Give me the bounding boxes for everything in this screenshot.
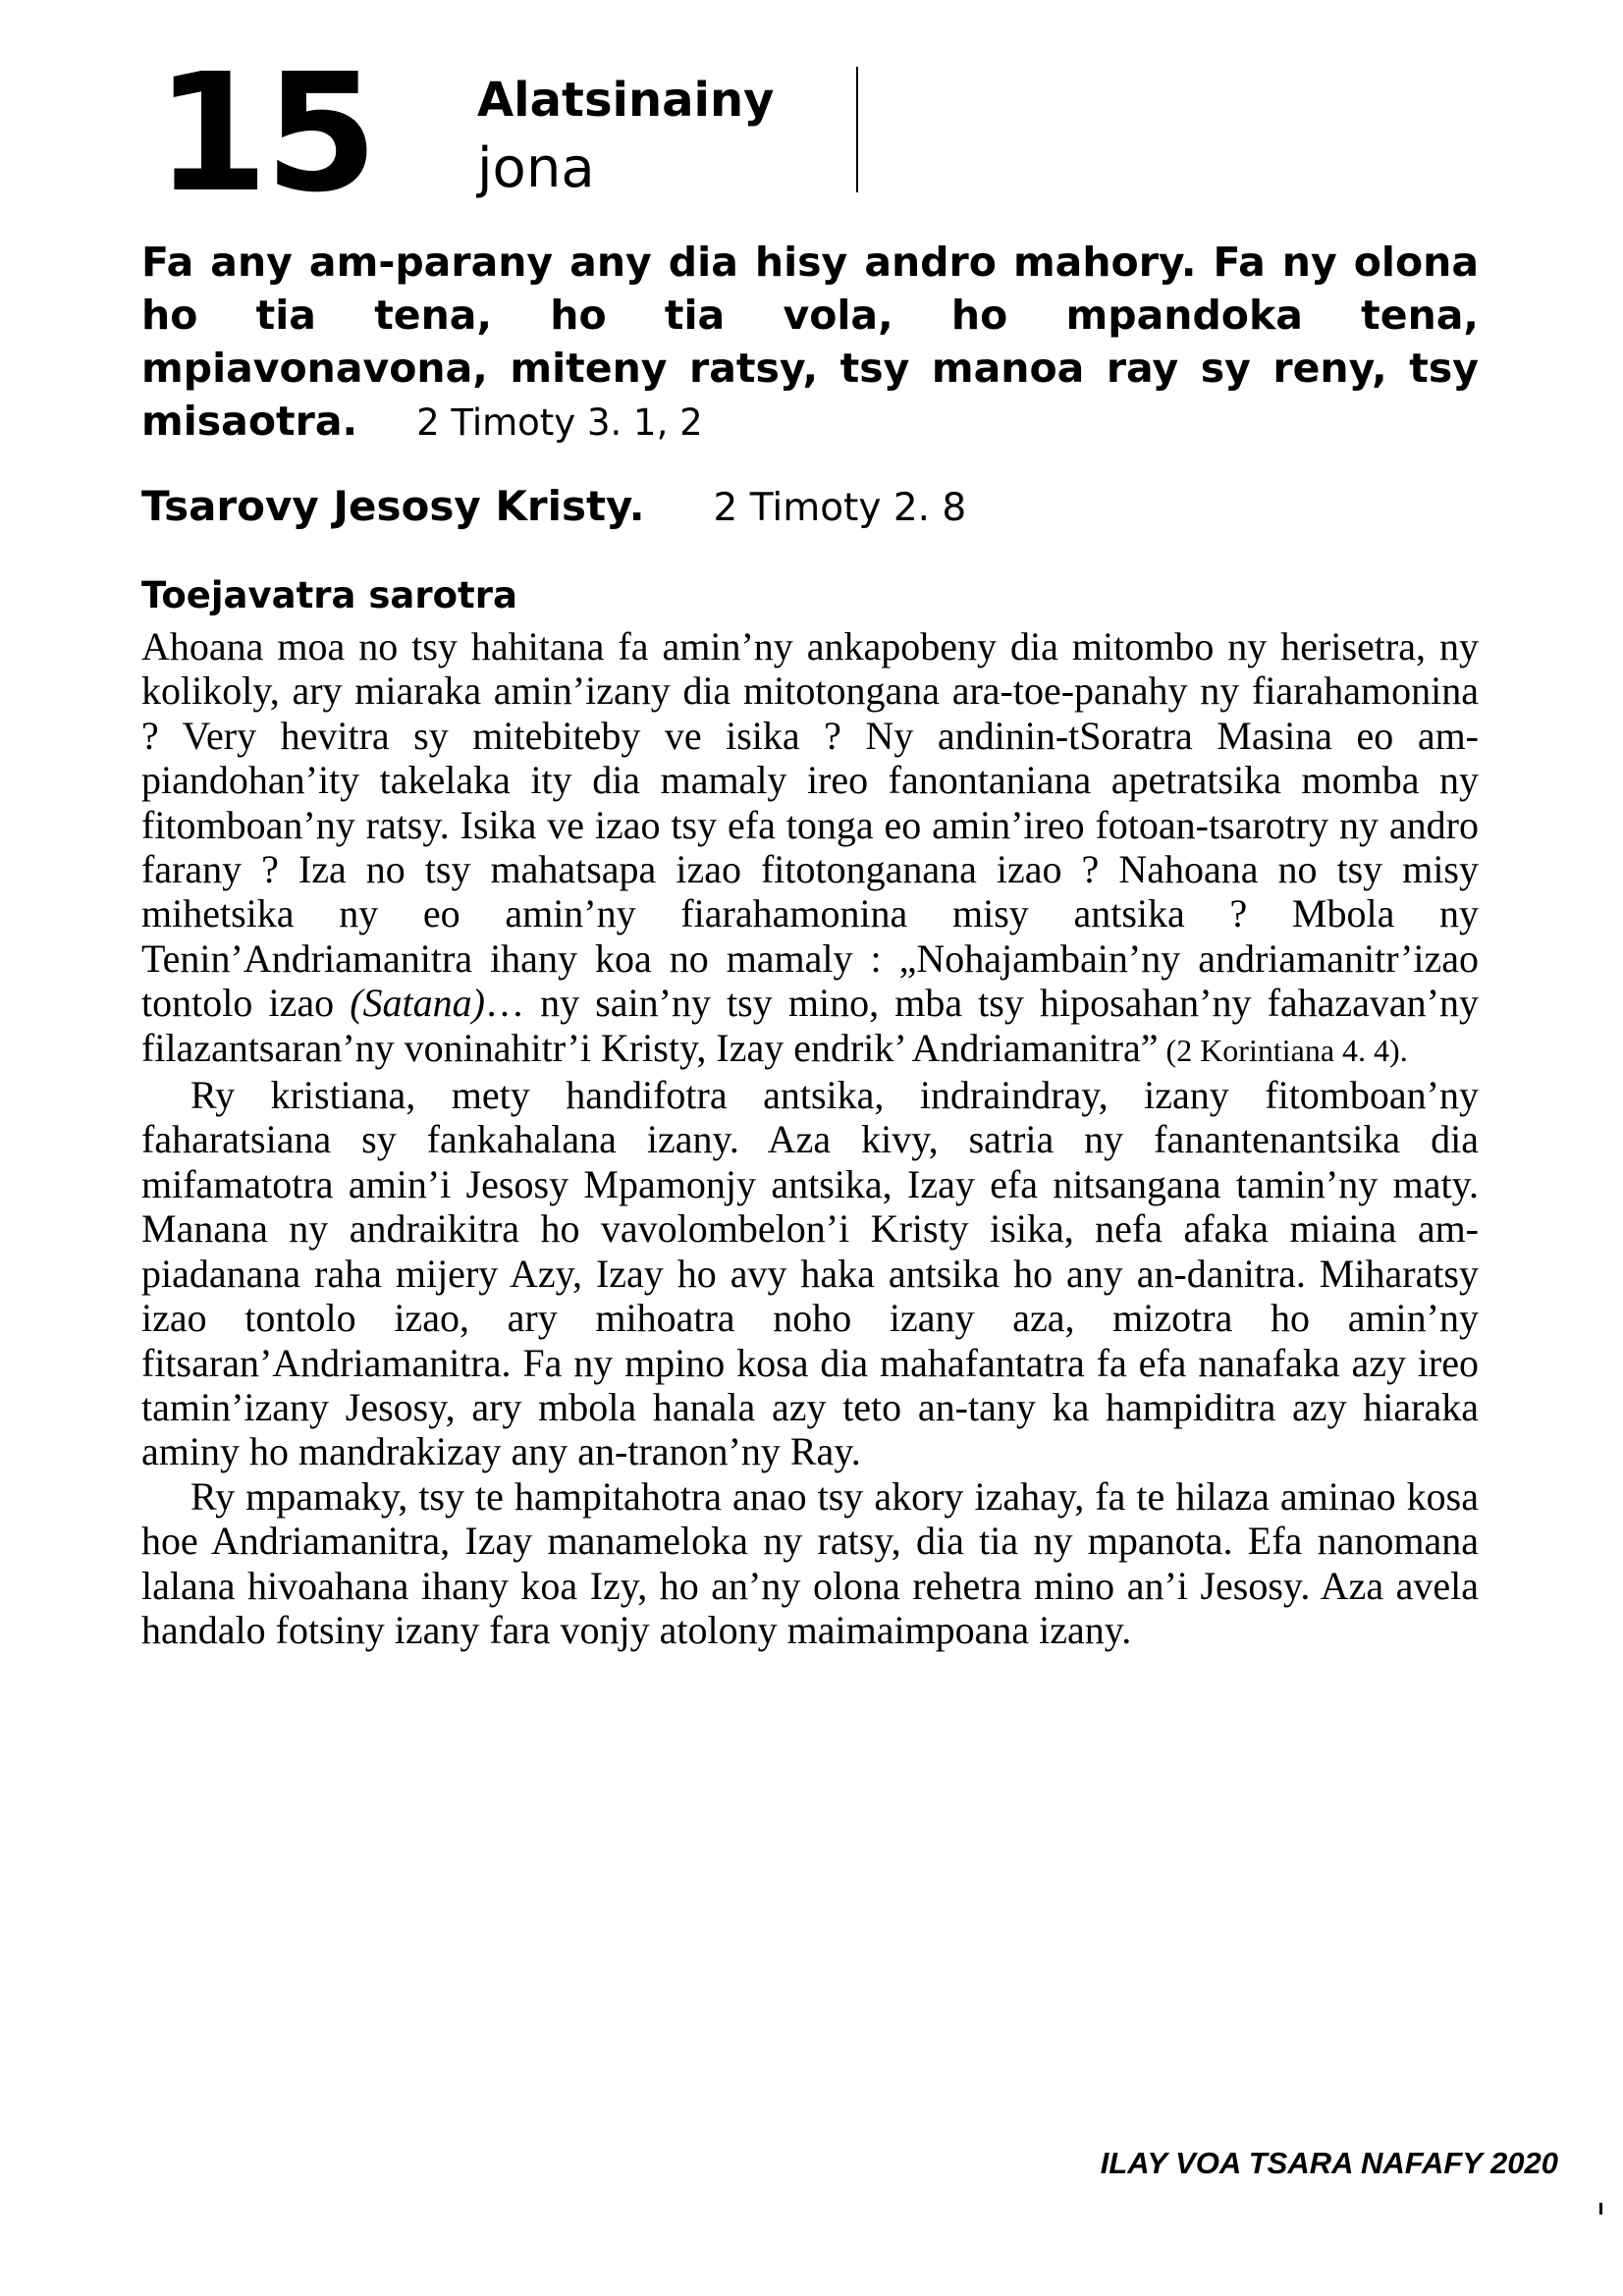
body-paragraph-3: Ry mpamaky, tsy te hampitahotra anao tsy akory izahay, fa te hilaza aminao kosa hoe Andriamanitra, Izay manameloka ny ratsy, dia tia ny mpanota. Efa nanomana lalana hivoahana ihany koa Izy, ho an’ny olona rehetra mino an’i Jesosy. Aza avela handalo fotsiny izany fara vonjy atolony maimaimpoana izany. xyxy=(141,1473,1479,1652)
month-label: jona xyxy=(477,136,595,200)
paragraph-1-citation: (2 Korintiana 4. 4). xyxy=(1158,1032,1408,1068)
main-verse-text: Fa any am-parany any dia hisy andro mahory. Fa ny olona ho tia tena, ho tia vola, ho mpandoka tena, mpiavonavona, miteny ratsy, tsy manoa ray sy reny, tsy misaotra. xyxy=(141,239,1479,445)
devotional-body xyxy=(141,624,1479,1652)
second-verse xyxy=(141,477,1479,538)
paragraph-1-text-continued: … ny sain’ny tsy mino, mba tsy hiposahan’ny fahazavan’ny filazantsaran’ny voninahitr’i Kristy, Izay endrik’ Andriamanitra” xyxy=(141,981,1480,1070)
footer-publication-title: ILAY VOA TSARA NAFAFY 2020 xyxy=(1100,2146,1558,2180)
day-number: 15 xyxy=(155,39,375,229)
body-paragraph-2: Ry kristiana, mety handifotra antsika, indraindray, izany fitomboan’ny faharatsiana sy fankahalana izany. Aza kivy, satria ny fanantenantsika dia mifamatotra amin’i Jesosy Mpamonjy antsika, Izay efa nitsangana tamin’ny maty. Manana ny andraikitra ho vavolombelon’i Kristy isika, nefa afaka miaina am-piadanana raha mijery Azy, Izay ho avy haka antsika ho any an-danitra. Miharatsy izao tontolo izao, ary mihoatra noho izany aza, mizotra ho amin’ny fitsaran’Andriamanitra. Fa ny mpino kosa dia mahafantatra fa efa nanafaka azy ireo tamin’izany Jesosy, ary mbola hanala azy teto an-tany ka hampiditra azy hiaraka aminy ho mandrakizay any an-tranon’ny Ray. xyxy=(141,1073,1479,1474)
weekday-label: Alatsinainy xyxy=(477,73,775,128)
main-verse-reference: 2 Timoty 3. 1, 2 xyxy=(416,401,703,444)
paragraph-1-text: Ahoana moa no tsy hahitana fa amin’ny ankapobeny dia mitombo ny herisetra, ny kolikoly, ary miaraka amin’izany dia mitotongana ara-toe-panahy ny fiarahamonina ? Very hevitra sy mitebiteby ve isika ? Ny andinin-tSoratra Masina eo am-piandohan’ity takelaka ity dia mamaly ireo fanontaniana apetratsika momba ny fitomboan’ny ratsy. Isika ve izao tsy efa tonga eo amin’ireo fotoan-tsarotry ny andro farany ? Iza no tsy mahatsapa izao fitotonganana izao ? Nahoana no tsy misy mihetsika ny eo amin’ny fiarahamonina misy antsika ? Mbola ny Tenin’Andriamanitra ihany koa no mamaly : „Nohajambain’ny andriamanitr’izao tontolo izao xyxy=(141,624,1479,1026)
main-verse xyxy=(141,236,1479,450)
second-verse-text: Tsarovy Jesosy Kristy. xyxy=(141,482,645,530)
edge-mark xyxy=(1599,2203,1602,2215)
body-paragraph-1 xyxy=(141,624,1479,1073)
section-heading: Toejavatra sarotra xyxy=(141,574,517,616)
header-divider xyxy=(856,67,858,192)
second-verse-reference: 2 Timoty 2. 8 xyxy=(713,486,967,530)
paragraph-1-italic-note: (Satana) xyxy=(350,981,485,1026)
